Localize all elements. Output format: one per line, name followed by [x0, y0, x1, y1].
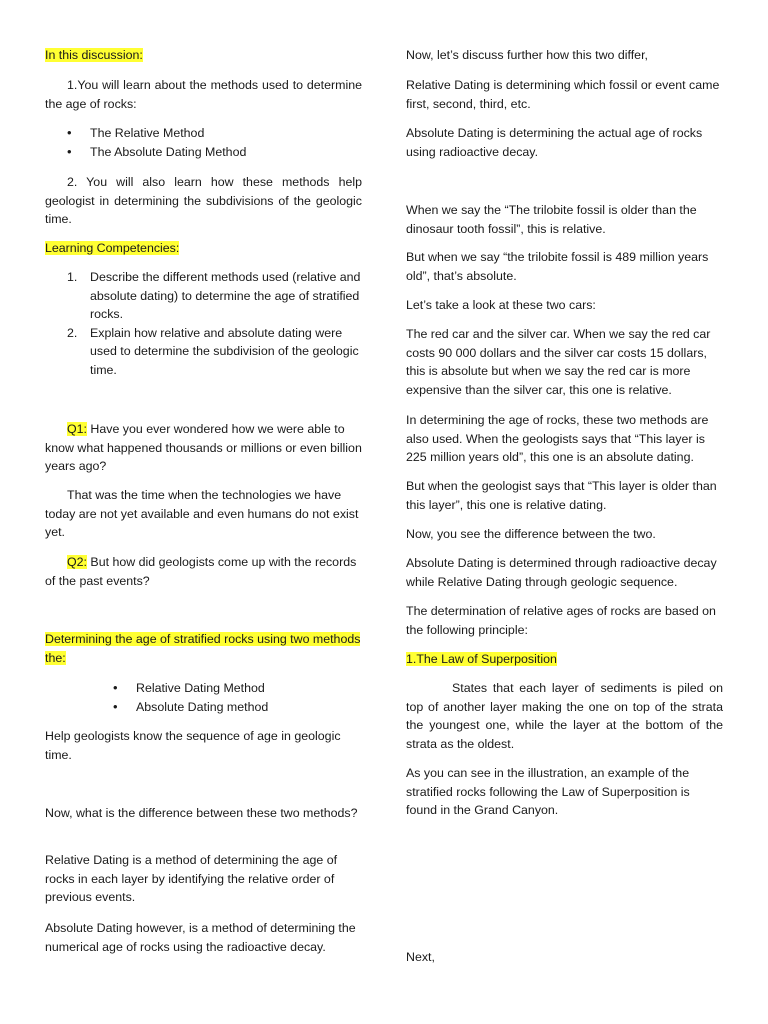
objective-one: 1.You will learn about the methods used to determine the age of rocks: [45, 78, 362, 111]
paragraph-cars-intro: Let’s take a look at these two cars: [406, 298, 596, 312]
paragraph-decay-sequence: Absolute Dating is determined through radioactive decay while Relative Dating through geologic sequence. [406, 556, 717, 589]
determining-heading-text: Determining the age of stratified rocks using two methods the: [45, 632, 361, 665]
paragraph-technology: That was the time when the technologies we have today are not yet available and even humans do not exist yet. [45, 488, 359, 539]
list-item [45, 268, 362, 324]
question-two [45, 553, 362, 590]
list-number: 2. [67, 325, 78, 340]
paragraph-relative-definition: Relative Dating is a method of determining the age of rocks in each layer by identifying the relative order of previous events. [45, 853, 338, 904]
list-text: Explain how relative and absolute dating were used to determine the subdivision of the geologic time. [90, 325, 359, 377]
paragraph-trilobite-absolute: But when we say “the trilobite fossil is 489 million years old”, that’s absolute. [406, 250, 709, 283]
list-item [45, 324, 362, 380]
law-heading [406, 650, 723, 669]
list-item: • Absolute Dating method [45, 698, 362, 717]
paragraph-absolute-dating: Absolute Dating is determining the actual age of rocks using radioactive decay. [406, 126, 703, 159]
determining-heading [45, 630, 362, 667]
question-one-text: Have you ever wondered how we were able to know what happened thousands or millions or even billion years ago? [45, 422, 362, 473]
list-item: • Relative Dating Method [45, 679, 362, 698]
paragraph-trilobite-relative: When we say the “The trilobite fossil is older than the dinosaur tooth fossil”, this is relative. [406, 203, 697, 236]
competencies-heading [45, 239, 362, 258]
paragraph-principle: The determination of relative ages of rocks are based on the following principle: [406, 604, 716, 637]
paragraph-grand-canyon: As you can see in the illustration, an example of the stratified rocks following the Law of Superposition is found in the Grand Canyon. [406, 766, 690, 817]
discussion-heading [45, 46, 362, 65]
paragraph-difference-question: Now, what is the difference between these two methods? [45, 806, 358, 820]
paragraph-relative-dating: Relative Dating is determining which fossil or event came first, second, third, etc. [406, 78, 720, 111]
objective-two: 2. You will also learn how these methods help geologist in determining the subdivisions of the geologic time. [45, 175, 362, 226]
paragraph-help: Help geologists know the sequence of age in geologic time. [45, 729, 341, 762]
list-text: Describe the different methods used (relative and absolute dating) to determine the age of stratified rocks. [90, 270, 361, 321]
paragraph-law-definition: States that each layer of sediments is piled on top of another layer making the one on top of the strata the youngest one, while the layer at the bottom of the strata as the oldest. [406, 681, 723, 751]
discussion-heading-text: In this discussion: [45, 48, 143, 62]
question-one [45, 420, 362, 476]
question-two-label: Q2: [67, 555, 87, 569]
list-number: 1. [67, 270, 78, 284]
paragraph-rock-relative: But when the geologist says that “This layer is older than this layer”, this one is relative dating. [406, 479, 717, 512]
methods-list [45, 124, 362, 161]
paragraph-next: Next, [406, 950, 435, 964]
paragraph-cars: The red car and the silver car. When we say the red car costs 90 000 dollars and the silver car costs 15 dollars, this is absolute but when we say the red car is more expensive than the silver car, this one is relative. [406, 327, 711, 397]
question-two-text: But how did geologists come up with the records of the past events? [45, 555, 357, 588]
dating-methods-list [45, 679, 362, 716]
law-heading-text: 1.The Law of Superposition [406, 652, 557, 666]
paragraph-rock-absolute: In determining the age of rocks, these two methods are also used. When the geologists says that “This layer is 225 million years old”, this one is an absolute dating. [406, 413, 709, 464]
paragraph-difference: Now, you see the difference between the two. [406, 527, 656, 541]
list-item: • The Absolute Dating Method [45, 143, 362, 162]
competencies-heading-text: Learning Competencies: [45, 241, 180, 255]
paragraph-absolute-definition: Absolute Dating however, is a method of determining the numerical age of rocks using the radioactive decay. [45, 921, 356, 954]
list-item: • The Relative Method [45, 124, 362, 143]
paragraph-discuss: Now, let’s discuss further how this two differ, [406, 48, 648, 62]
competencies-list [45, 268, 362, 379]
question-one-label: Q1: [67, 422, 87, 436]
